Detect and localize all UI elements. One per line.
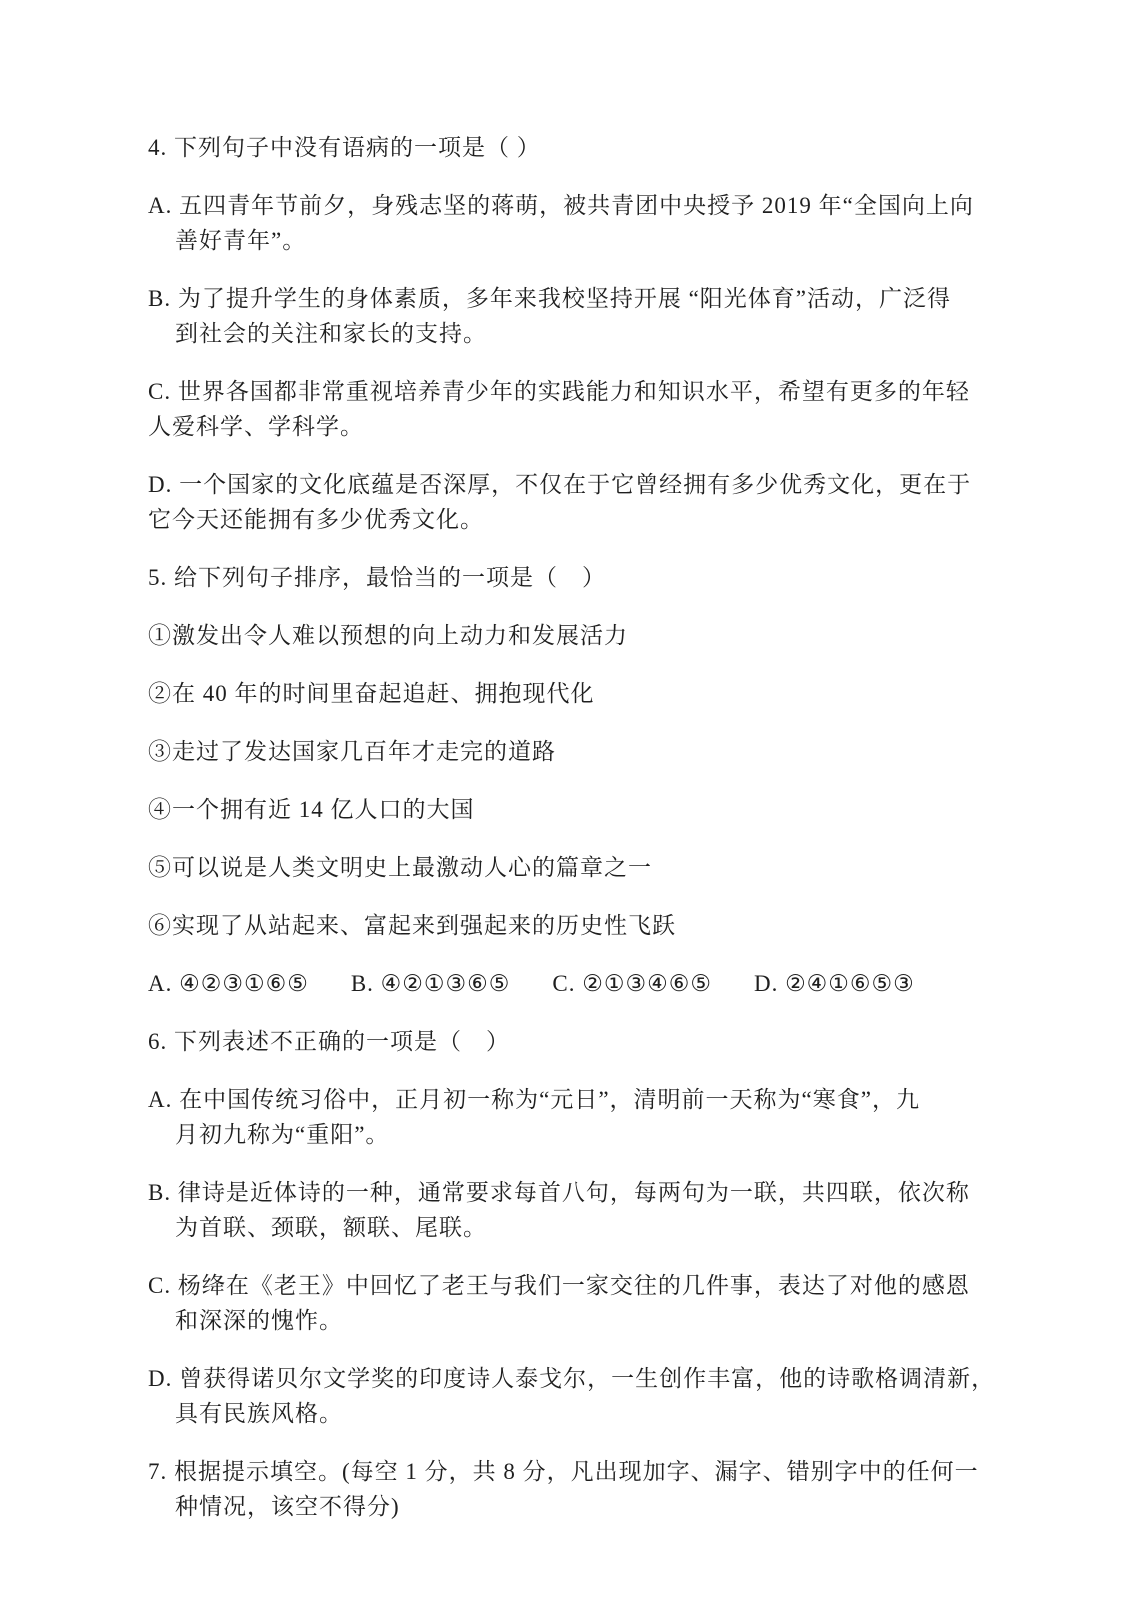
question-5-choices-item: C. ②①③④⑥⑤ <box>552 971 712 996</box>
question-4-option-d-line: D. 一个国家的文化底蕴是否深厚，不仅在于它曾经拥有多少优秀文化，更在于 <box>148 472 972 497</box>
question-5-sentence-2-line: ②在 40 年的时间里奋起追赶、拥抱现代化 <box>148 681 595 706</box>
question-4-stem <box>148 130 991 165</box>
question-6-option-b <box>148 1175 991 1245</box>
question-7-stem-line: 7. 根据提示填空。(每空 1 分，共 8 分，凡出现加字、漏字、错别字中的任何一 <box>148 1459 979 1484</box>
question-4-option-b-line: B. 为了提升学生的身体素质，多年来我校坚持开展 “阳光体育”活动，广泛得 <box>148 286 952 311</box>
question-4-option-c-line: 人爱科学、学科学。 <box>148 414 364 439</box>
question-5-sentence-4-line: ④一个拥有近 14 亿人口的大国 <box>148 797 475 822</box>
question-4-option-c <box>148 374 991 444</box>
question-5-sentence-3 <box>148 734 991 769</box>
question-5-sentence-1-line: ①激发出令人难以预想的向上动力和发展活力 <box>148 623 628 648</box>
question-6-option-d-line: D. 曾获得诺贝尔文学奖的印度诗人泰戈尔，一生创作丰富，他的诗歌格调清新， <box>148 1366 996 1391</box>
question-4-option-d-line: 它今天还能拥有多少优秀文化。 <box>148 507 484 532</box>
question-5-choices-item: D. ②④①⑥⑤③ <box>753 971 915 996</box>
question-4-option-b-line: 到社会的关注和家长的支持。 <box>175 321 487 346</box>
question-4-option-b <box>148 281 991 351</box>
question-5-choices-item: A. ④②③①⑥⑤ <box>148 971 309 996</box>
question-4-option-d <box>148 467 991 537</box>
question-4-option-a-line: A. 五四青年节前夕，身残志坚的蒋萌，被共青团中央授予 2019 年“全国向上向 <box>148 193 974 218</box>
question-5-sentence-5-line: ⑤可以说是人类文明史上最激动人心的篇章之一 <box>148 855 652 880</box>
question-5-stem-line: 5. 给下列句子排序，最恰当的一项是（ ） <box>148 565 606 590</box>
question-6-option-a-line: A. 在中国传统习俗中，正月初一称为“元日”，清明前一天称为“寒食”，九 <box>148 1087 920 1112</box>
question-6-option-c <box>148 1268 991 1338</box>
question-4-stem-line: 4. 下列句子中没有语病的一项是（ ） <box>148 135 541 160</box>
question-6-option-b-line: B. 律诗是近体诗的一种，通常要求每首八句，每两句为一联，共四联，依次称 <box>148 1180 970 1205</box>
question-5-sentence-4 <box>148 792 991 827</box>
question-5-sentence-6 <box>148 908 991 943</box>
question-7-stem-line: 种情况，该空不得分) <box>175 1494 400 1519</box>
question-5-sentence-2 <box>148 676 991 711</box>
question-5-choices-item: B. ④②①③⑥⑤ <box>350 971 511 996</box>
question-6-stem <box>148 1024 991 1059</box>
question-6-option-a <box>148 1082 991 1152</box>
question-6-option-b-line: 为首联、颈联，额联、尾联。 <box>175 1215 487 1240</box>
question-5-sentence-5 <box>148 850 991 885</box>
question-6-option-c-line: 和深深的愧怍。 <box>175 1308 343 1333</box>
question-5-stem <box>148 560 991 595</box>
question-6-option-d <box>148 1361 996 1431</box>
question-5-choices <box>148 966 991 1001</box>
question-4-option-a-line: 善好青年”。 <box>175 228 307 253</box>
question-5-sentence-3-line: ③走过了发达国家几百年才走完的道路 <box>148 739 556 764</box>
question-6-option-d-line: 具有民族风格。 <box>175 1401 343 1426</box>
question-7-stem <box>148 1454 991 1524</box>
question-4-option-c-line: C. 世界各国都非常重视培养青少年的实践能力和知识水平，希望有更多的年轻 <box>148 379 970 404</box>
question-5-sentence-6-line: ⑥实现了从站起来、富起来到强起来的历史性飞跃 <box>148 913 676 938</box>
question-6-option-c-line: C. 杨绛在《老王》中回忆了老王与我们一家交往的几件事，表达了对他的感恩 <box>148 1273 970 1298</box>
question-5-sentence-1 <box>148 618 991 653</box>
question-6-stem-line: 6. 下列表述不正确的一项是（ ） <box>148 1029 510 1054</box>
question-6-option-a-line: 月初九称为“重阳”。 <box>175 1122 390 1147</box>
question-4-option-a <box>148 188 991 258</box>
exam-content <box>148 130 996 1524</box>
